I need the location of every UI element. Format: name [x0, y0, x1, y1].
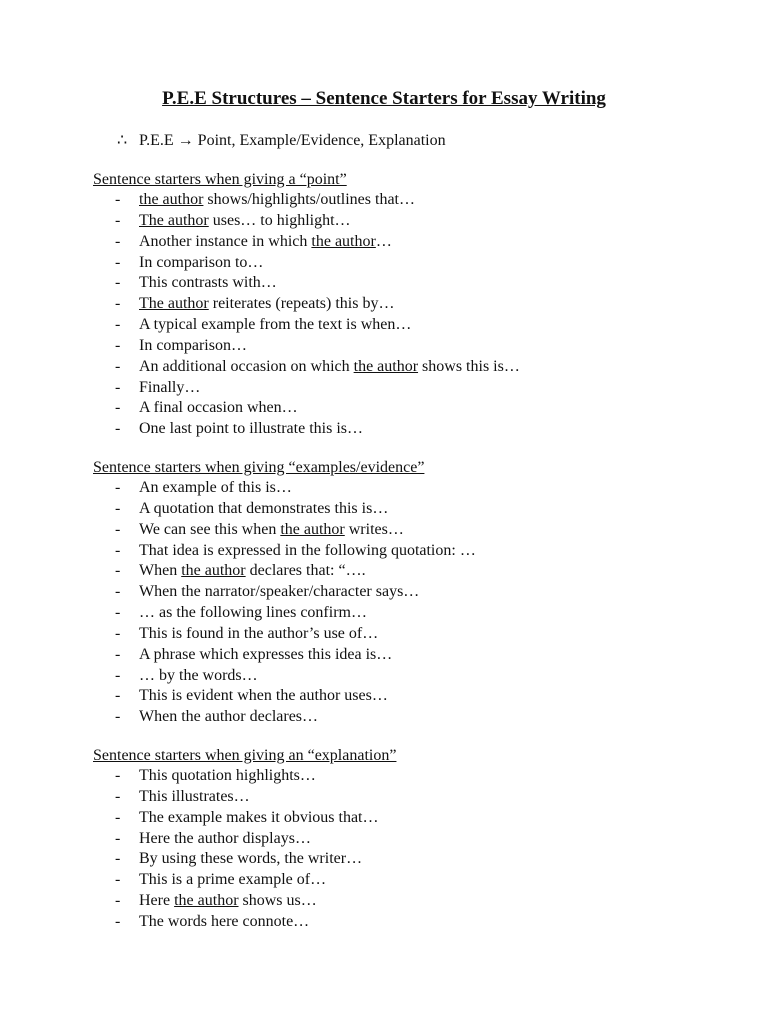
list-item-text: [139, 190, 415, 211]
list-item: [93, 315, 713, 336]
list-item-text: [139, 253, 263, 274]
text-run: Here the author displays…: [139, 829, 311, 847]
list-item-text: [139, 232, 392, 253]
bullet-dash: -: [115, 399, 121, 417]
list-item: [93, 294, 713, 315]
list-item-text: [139, 808, 379, 829]
text-run: declares that: “….: [245, 562, 366, 580]
starter-list: [93, 190, 713, 440]
text-run: When: [139, 562, 182, 580]
bullet-dash: -: [115, 912, 121, 930]
list-item: [93, 273, 713, 294]
text-run: We can see this when: [139, 520, 281, 538]
list-item-text: [139, 273, 277, 294]
underlined-phrase: the author: [353, 357, 419, 375]
list-item-text: [139, 666, 258, 687]
text-run: This is a prime example of…: [139, 871, 327, 889]
text-run: In comparison to…: [139, 253, 264, 271]
list-item-text: [139, 891, 317, 912]
list-item: [93, 912, 713, 933]
bullet-dash: -: [115, 850, 121, 868]
list-item: [93, 478, 713, 499]
section-point: [93, 170, 713, 440]
list-item-text: [139, 499, 388, 520]
list-item: [93, 190, 713, 211]
list-item: [93, 561, 713, 582]
list-item-text: [139, 294, 394, 315]
bullet-dash: -: [115, 829, 121, 847]
list-item-text: [139, 603, 367, 624]
text-run: The words here connote…: [139, 912, 310, 930]
text-run: In comparison…: [139, 336, 247, 354]
list-item-text: [139, 419, 363, 440]
bullet-dash: -: [115, 499, 121, 517]
text-run: Another instance in which: [139, 232, 312, 250]
list-item-text: [139, 561, 366, 582]
list-item-text: [139, 912, 309, 933]
underlined-phrase: the author: [139, 191, 204, 208]
text-run: shows this is…: [418, 357, 520, 375]
bullet-dash: -: [115, 520, 121, 538]
list-item: [93, 603, 713, 624]
text-run: An example of this is…: [139, 479, 292, 496]
list-item: [93, 666, 713, 687]
list-item-text: [139, 707, 318, 728]
list-item-text: [139, 398, 298, 419]
therefore-symbol: ∴: [117, 132, 128, 149]
list-item-text: [139, 336, 247, 357]
text-run: When the author declares…: [139, 708, 319, 726]
underlined-phrase: The author: [139, 295, 209, 313]
list-item-text: [139, 378, 200, 399]
bullet-dash: -: [115, 892, 121, 910]
text-run: A quotation that demonstrates this is…: [139, 499, 389, 517]
list-item: [93, 499, 713, 520]
text-run: One last point to illustrate this is…: [139, 420, 363, 438]
list-item-text: [139, 520, 404, 541]
bullet-dash: -: [115, 562, 121, 580]
text-run: An additional occasion on which: [139, 357, 354, 375]
text-run: uses… to highlight…: [208, 211, 351, 229]
section-heading: Sentence starters when giving an “explanation”: [93, 747, 397, 764]
bullet-dash: -: [115, 420, 121, 438]
text-run: writes…: [344, 520, 404, 538]
list-item-text: [139, 645, 392, 666]
section-explanation: [93, 746, 713, 933]
bullet-dash: -: [115, 479, 121, 496]
list-item: [93, 398, 713, 419]
bullet-dash: -: [115, 624, 121, 642]
text-run: The example makes it obvious that…: [139, 808, 379, 826]
list-item: [93, 707, 713, 728]
text-run: shows us…: [238, 892, 317, 910]
list-item: [93, 336, 713, 357]
bullet-dash: -: [115, 336, 121, 354]
list-item: [93, 624, 713, 645]
bullet-dash: -: [115, 253, 121, 271]
section-heading: Sentence starters when giving “examples/evidence”: [93, 459, 425, 476]
bullet-dash: -: [115, 357, 121, 375]
list-item-text: [139, 582, 419, 603]
bullet-dash: -: [115, 787, 121, 805]
bullet-dash: -: [115, 232, 121, 250]
list-item: [93, 253, 713, 274]
section-evidence: [93, 458, 713, 728]
text-run: A typical example from the text is when…: [139, 316, 412, 334]
bullet-dash: -: [115, 583, 121, 601]
text-run: Finally…: [139, 378, 201, 396]
page-title: P.E.E Structures – Sentence Starters for Essay Writing: [162, 88, 606, 109]
list-item: [93, 829, 713, 850]
bullet-dash: -: [115, 316, 121, 334]
bullet-dash: -: [115, 604, 121, 622]
text-run: This quotation highlights…: [139, 767, 316, 784]
list-item-text: [139, 870, 326, 891]
text-run: This is evident when the author uses…: [139, 687, 388, 705]
text-run: reiterates (repeats) this by…: [208, 295, 395, 313]
list-item: [93, 891, 713, 912]
section-heading: Sentence starters when giving a “point”: [93, 171, 347, 188]
list-item: [93, 541, 713, 562]
underlined-phrase: the author: [280, 520, 345, 538]
list-item: [93, 787, 713, 808]
text-run: …: [375, 232, 392, 250]
list-item: [93, 378, 713, 399]
bullet-dash: -: [115, 708, 121, 726]
text-run: This contrasts with…: [139, 274, 277, 292]
list-item: [93, 419, 713, 440]
list-item: [93, 211, 713, 232]
pee-summary-text: P.E.E → Point, Example/Evidence, Explanation: [139, 132, 446, 149]
text-run: … as the following lines confirm…: [139, 604, 367, 622]
bullet-dash: -: [115, 211, 121, 229]
list-item-text: [139, 357, 520, 378]
bullet-dash: -: [115, 666, 121, 684]
text-run: … by the words…: [139, 666, 258, 684]
text-run: A final occasion when…: [139, 399, 298, 417]
text-run: This is found in the author’s use of…: [139, 624, 379, 642]
underlined-phrase: The author: [139, 211, 209, 229]
list-item-text: [139, 686, 388, 707]
list-item: [93, 849, 713, 870]
list-item: [93, 766, 713, 787]
text-run: A phrase which expresses this idea is…: [139, 645, 393, 663]
starter-list: [93, 478, 713, 728]
list-item: [93, 686, 713, 707]
list-item-text: [139, 478, 292, 499]
bullet-dash: -: [115, 295, 121, 313]
text-run: When the narrator/speaker/character says…: [139, 583, 420, 601]
list-item-text: [139, 541, 476, 562]
list-item-text: [139, 624, 378, 645]
bullet-dash: -: [115, 808, 121, 826]
starter-list: [93, 766, 713, 933]
pee-summary: [117, 130, 446, 152]
list-item: [93, 808, 713, 829]
text-run: By using these words, the writer…: [139, 850, 363, 868]
list-item-text: [139, 315, 411, 336]
underlined-phrase: the author: [174, 892, 239, 910]
list-item: [93, 645, 713, 666]
list-item: [93, 870, 713, 891]
bullet-dash: -: [115, 274, 121, 292]
underlined-phrase: the author: [181, 562, 246, 580]
text-run: Here: [139, 892, 175, 910]
bullet-dash: -: [115, 378, 121, 396]
bullet-dash: -: [115, 191, 121, 208]
list-item: [93, 232, 713, 253]
list-item-text: [139, 787, 250, 808]
bullet-dash: -: [115, 541, 121, 559]
underlined-phrase: the author: [311, 232, 376, 250]
text-run: shows/highlights/outlines that…: [203, 191, 415, 208]
list-item-text: [139, 849, 362, 870]
list-item: [93, 357, 713, 378]
list-item-text: [139, 829, 311, 850]
bullet-dash: -: [115, 767, 121, 784]
text-run: This illustrates…: [139, 787, 250, 805]
list-item-text: [139, 766, 316, 787]
list-item-text: [139, 211, 351, 232]
bullet-dash: -: [115, 687, 121, 705]
list-item: [93, 582, 713, 603]
text-run: That idea is expressed in the following quotation: …: [139, 541, 476, 559]
list-item: [93, 520, 713, 541]
bullet-dash: -: [115, 645, 121, 663]
bullet-dash: -: [115, 871, 121, 889]
